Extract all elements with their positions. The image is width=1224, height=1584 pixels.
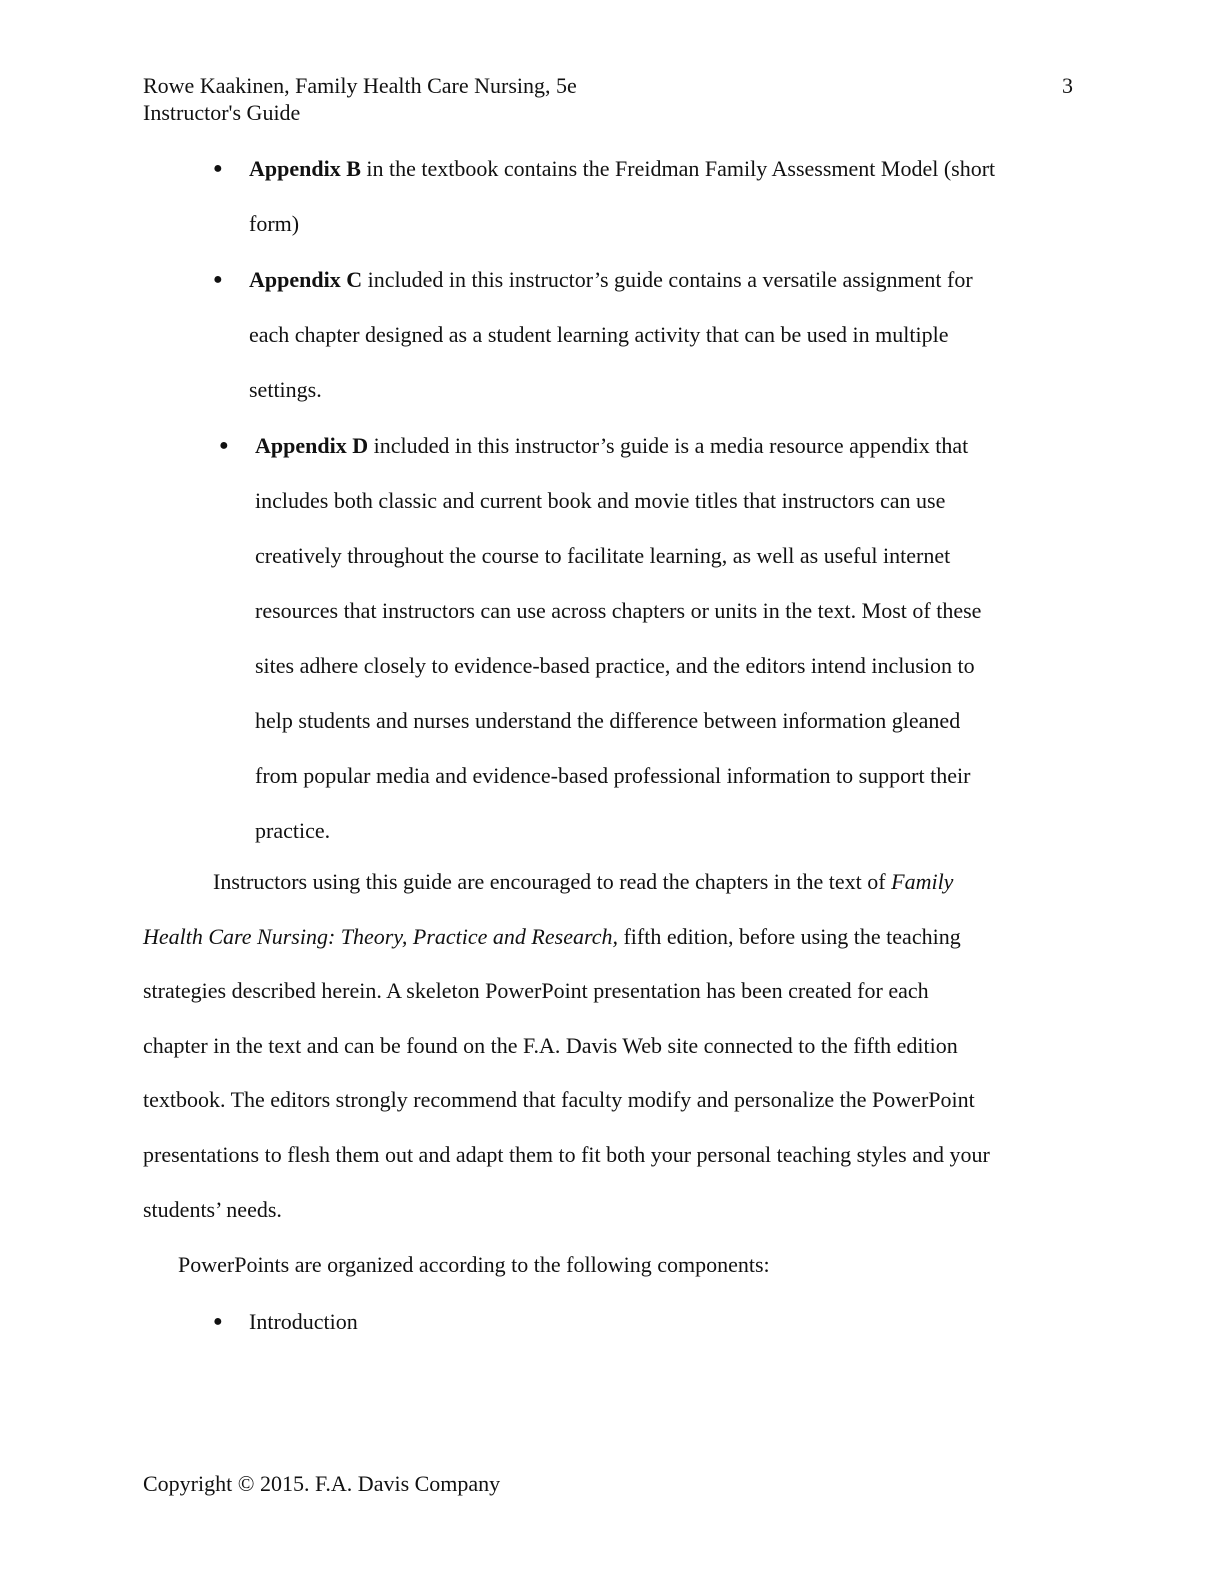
paragraph-line: textbook. The editors strongly recommend that faculty modify and personalize the PowerPoint (143, 1087, 975, 1113)
bullet-line: Appendix D included in this instructor’s guide is a media resource appendix that (255, 433, 969, 458)
bullet-line: creatively throughout the course to facilitate learning, as well as useful internet (255, 543, 951, 568)
paragraph-line: students’ needs. (143, 1196, 282, 1222)
bullet-line: form) (249, 211, 300, 236)
copyright-footer: Copyright © 2015. F.A. Davis Company (143, 1471, 501, 1496)
bullet-line: includes both classic and current book and movie titles that instructors can use (255, 488, 946, 513)
bullet-line: Appendix B in the textbook contains the Freidman Family Assessment Model (short (249, 156, 996, 181)
bullet-body (249, 1294, 1073, 1349)
paragraph-line: Health Care Nursing: Theory, Practice and Research, fifth edition, before using the teaching (143, 923, 961, 949)
paragraph-line: Instructors using this guide are encouraged to read the chapters in the text of Family (213, 869, 954, 894)
book-title: Health Care Nursing: Theory, Practice and Research, (143, 923, 618, 949)
bullet-line: practice. (255, 818, 331, 843)
header-subtitle: Instructor's Guide (143, 100, 301, 125)
bullet-body (249, 141, 1073, 251)
components-intro: PowerPoints are organized according to the following components: (178, 1252, 770, 1277)
bullet-line: Appendix C included in this instructor’s guide contains a versatile assignment for (249, 267, 973, 292)
bullet-label: Appendix B (249, 156, 361, 181)
bullet-line: each chapter designed as a student learning activity that can be used in multiple (249, 322, 949, 347)
bullet-appendix-c (213, 252, 1073, 417)
bullet-line: help students and nurses understand the difference between information gleaned (255, 708, 961, 733)
bullet-line: sites adhere closely to evidence-based practice, and the editors intend inclusion to (255, 653, 975, 678)
bullet-icon: ● (213, 271, 223, 288)
bullet-icon: ● (213, 160, 223, 177)
bullet-body (249, 252, 1073, 417)
bullet-appendix-b (213, 141, 1073, 251)
bullet-icon: ● (213, 1313, 223, 1330)
paragraph-line: presentations to flesh them out and adapt them to fit both your personal teaching styles and your (143, 1141, 990, 1167)
body-paragraph (143, 855, 1073, 1237)
running-header (143, 72, 1073, 126)
paragraph-line: chapter in the text and can be found on the F.A. Davis Web site connected to the fifth edition (143, 1032, 958, 1058)
paragraph-line: strategies described herein. A skeleton PowerPoint presentation has been created for each (143, 978, 929, 1004)
bullet-line: settings. (249, 377, 322, 402)
bullet-line: Introduction (249, 1309, 358, 1334)
bullet-line: resources that instructors can use across chapters or units in the text. Most of these (255, 598, 982, 623)
book-title: Family (891, 869, 954, 894)
page-number: 3 (1062, 73, 1073, 98)
bullet-appendix-d (219, 418, 1079, 858)
bullet-line: from popular media and evidence-based professional information to support their (255, 763, 971, 788)
bullet-label: Appendix D (255, 433, 369, 458)
header-title: Rowe Kaakinen, Family Health Care Nursing, 5e (143, 73, 577, 98)
bullet-label: Appendix C (249, 267, 363, 292)
bullet-introduction (213, 1294, 1073, 1349)
bullet-body (255, 418, 1079, 858)
bullet-icon: ● (219, 437, 229, 454)
